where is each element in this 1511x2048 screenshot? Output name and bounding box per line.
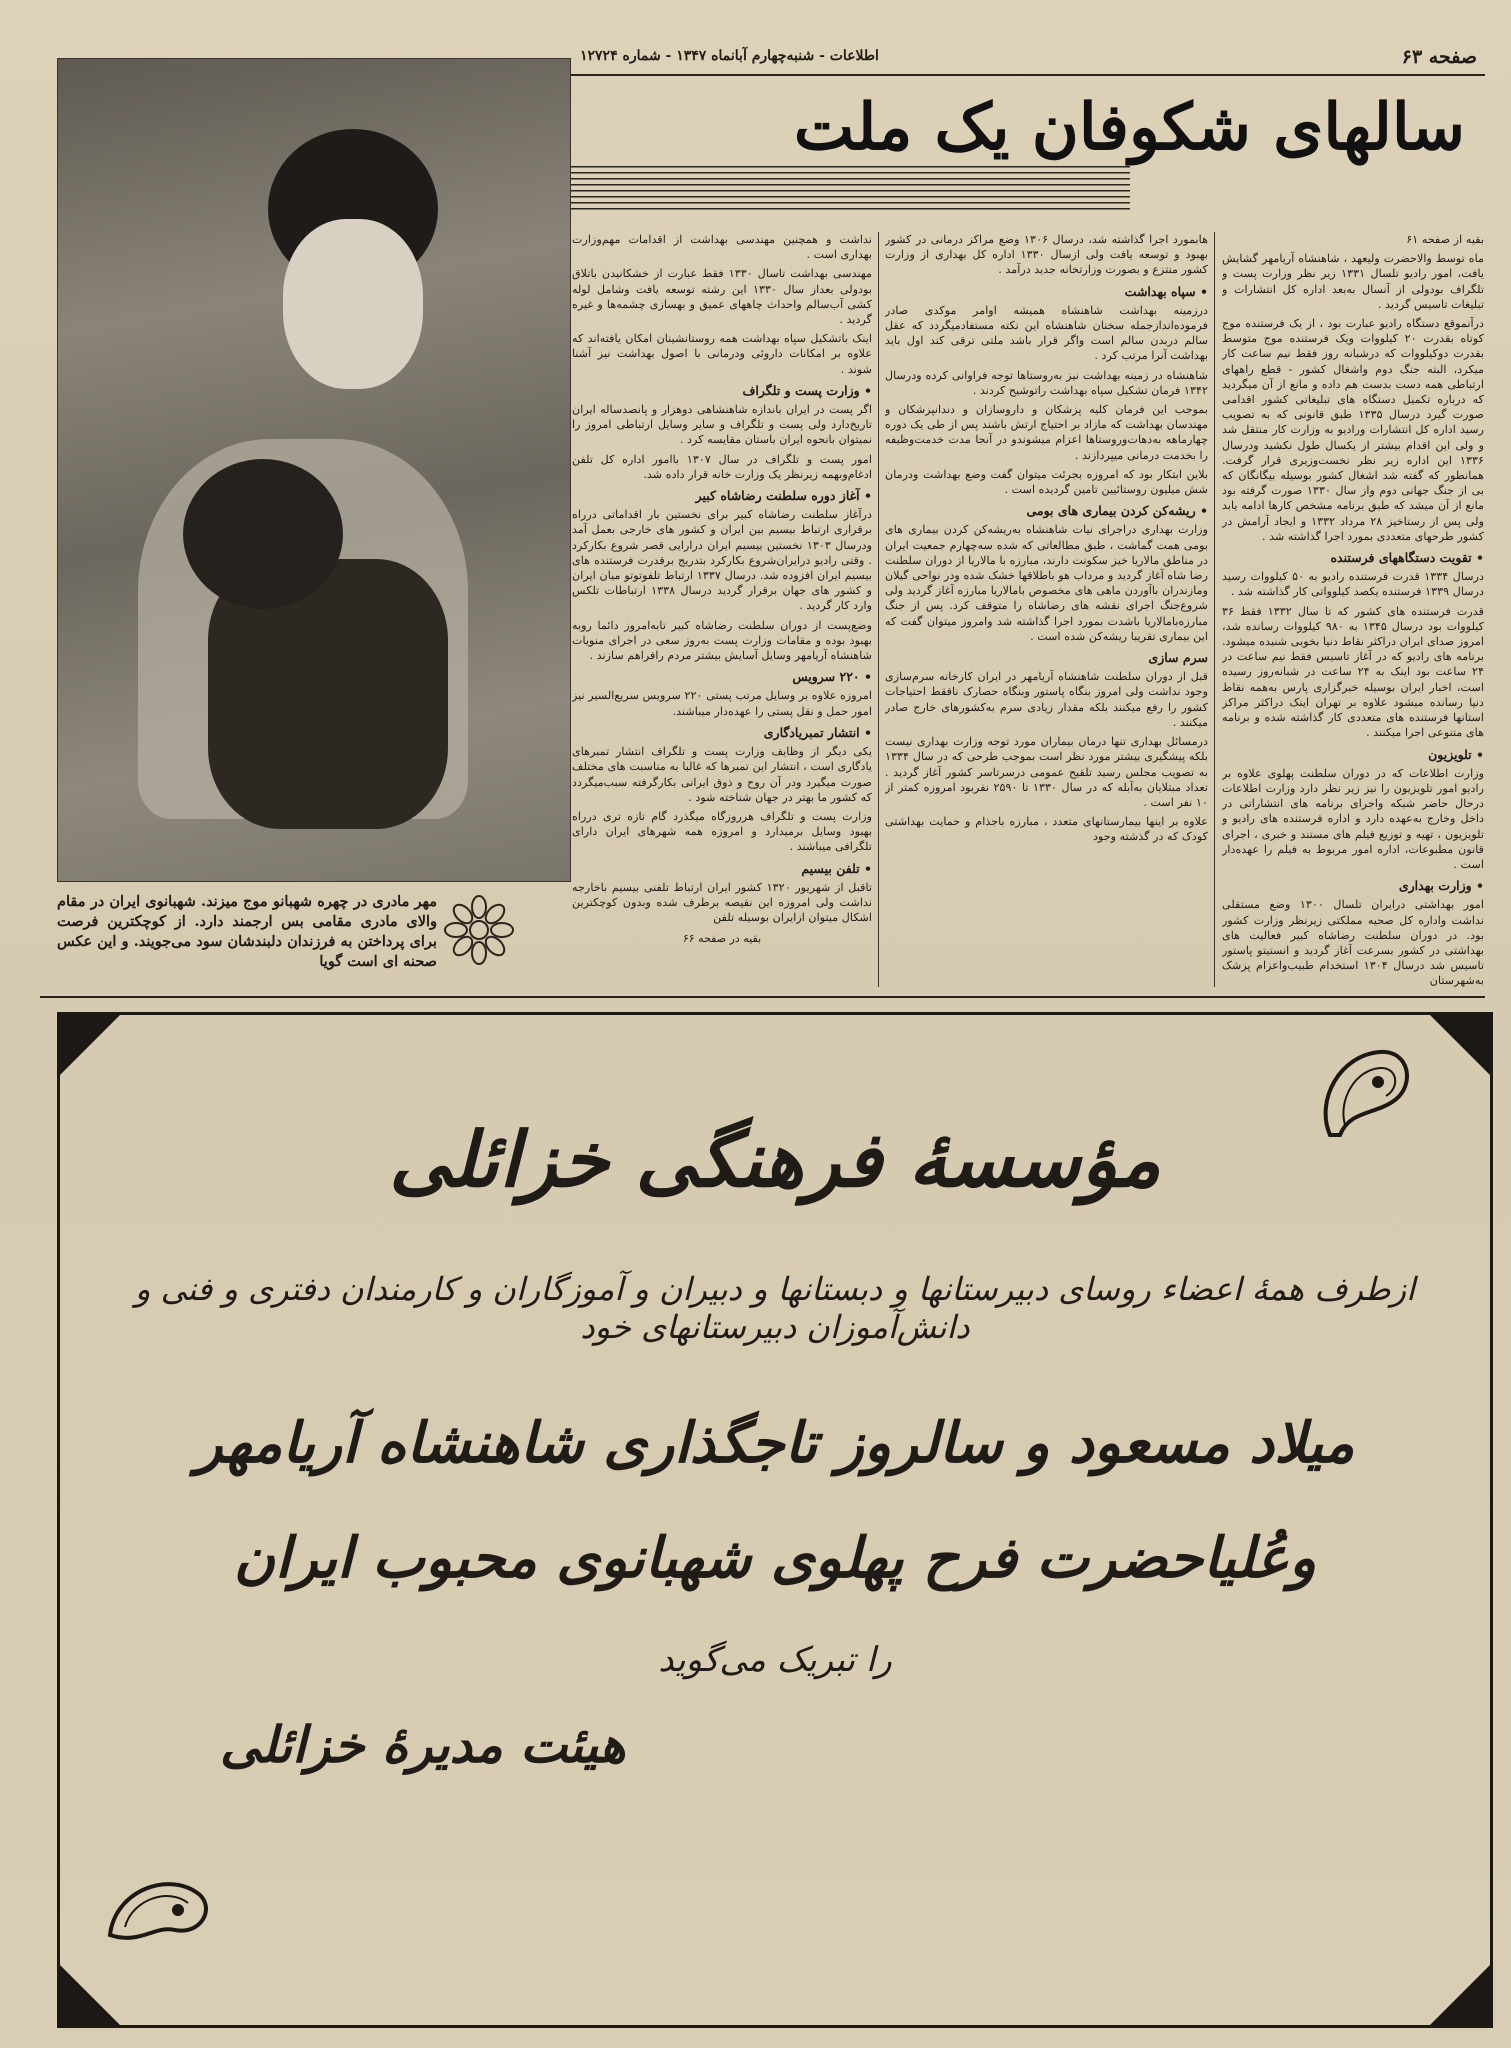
article-paragraph: درآنموقع دستگاه رادیو عبارت بود ، از یک فرستنده موج کوتاه بقدرت ۲۰ کیلووات ویک فرستنده موج متوسط بقدرت دوکیلووات که درشبانه روز فقط نیم ساعت کار میکرد، البته جنگ دوم واشغال کشور - قطع راههای ارتباطی همه دست بدست هم داده و مانع از آن میگردید که درباره تکمیل دستگاه های تبلیغاتی کشور اقدامی صورت گیرد درسال ۱۳۳۵ طبق قانونی که به تصویب رسید اداره کل انتشارات ورادیو به وزارت کار منتقل شد و ولی این اقدام بیشتر از یکسال طول نکشید ودرسال ۱۳۳۶ این اداره زیر نظر نخست‌وزیری قرار گرفت. همانطور که گفته شد اشغال کشور بوسیله بیگانگان که بی از جنگ جهانی دوم واز سال ۱۳۳۰ صورت گرفته بود مانع از آن میشد که طبق برنامه مشخص کارها ادامه یابد ولی پس از رستاخیز ۲۸ مرداد ۱۳۳۲ و ایجاد آرامش در کشور طرحهای متعددی بمورد اجرا گذاشته شد . bbox=[1222, 317, 1484, 543]
article-subhead: • تقویت دستگاههای فرستنده bbox=[1330, 550, 1484, 566]
article-subhead: • ۲۲۰ سرویس bbox=[792, 669, 872, 685]
article-paragraph: درزمینه بهداشت شاهنشاه همیشه اوامر موکدی صادر فرموده‌اندازجمله سخنان شاهنشاه این نکته مستفادمیگردد که عقل سالم دربدن سالم است واگر قرار باشد ملتی ترقی کند اول باید بهداشت آنرا مرتب کرد . bbox=[885, 303, 1208, 363]
article-paragraph: وزارت پست و تلگراف هرروزگاه میگذرد گام تازه تری درراه بهبود وسایل برمیدارد و امروزه همه شهرهای ایران دارای تلگرافی میباشند . bbox=[572, 809, 872, 854]
article-paragraph: بموجب این فرمان کلیه پزشکان و داروسازان و دندانپزشکان و مهندسان بهداشت که مازاد بر احتیاج ارتش باشند پس از طی یک دوره چهارماهه به‌دهات‌وروستاها اعزام میشوندو در آنجا مدت خدمت‌وظیفه را بخدمت درمانی میپردازند . bbox=[885, 403, 1208, 462]
ad-title: مؤسسهٔ فرهنگی خزائلی bbox=[389, 1115, 1161, 1204]
article-paragraph: وزارت بهداری دراجرای نیات شاهنشاه به‌ریشه‌کن کردن بیماری های بومی همت گماشت ، طبق مطالعاتی که شده سه‌چهارم جمعیت ایران در مناطق مالاریا خیز سکونت دارند، مبارزه با مالاریا از دوران سلطنت رضا شاه آغاز گردید و مرداب هو باطلاقها خشک شده ودر نواحی گیلان ومازندران باآوردن ماهی های مخصوص بامالاریا مبارزه آغاز گردید ولی شروع‌جنگ اجرای نقشه های رضاشاه را متوقف کرد. پس از جنگ مبارزه‌بامالاریا باشدت بمورد اجرا گذاشته شد وامروز میتوان گفت که این بیماری تقریبا ریشه‌کن شده است . bbox=[885, 523, 1208, 643]
column-divider bbox=[1214, 232, 1215, 987]
continued-note: بقیه در صفحه ۶۶ bbox=[682, 932, 762, 946]
article-paragraph: درسال ۱۳۳۴ قدرت فرستنده رادیو به ۵۰ کیلووات رسید درسال ۱۳۳۹ فرستنده یکصد کیلوواتی کار گذاشته شد . bbox=[1222, 570, 1484, 599]
ad-line-4: را تبریک می‌گوید bbox=[658, 1640, 892, 1680]
article-paragraph: علاوه بر اینها بیمارستانهای متعدد ، مبارزه باجذام و حمایت بهداشتی کودک که در گذشته وجود bbox=[885, 815, 1208, 844]
article-paragraph: درآغاز سلطنت رضاشاه کبیر برای نخستین بار اقداماتی درراه برقراری ارتباط بیسیم بین ایران و کشور های خارجی بعمل آمد ودرسال ۱۳۰۳ نخستین بیسیم ایران درارایی قصر شروع بکارکرد . وقتی رادیو درایران‌شروع بکارکرد بتدریج برقدرت فرستنده های بیسیم ایران افزوده شد. درسال ۱۳۳۷ ارتباط تلفوتوتو میان ایران و کشور های جهان برقرار گردید درسال ۱۳۳۸ ارتباطات تلکس وارد کار گردید . bbox=[572, 508, 872, 613]
article-paragraph: بلاین ابتکار بود که امروزه بجرئت میتوان گفت وضع بهداشت ودرمان شش میلیون روستائیین تامین گردیده است . bbox=[885, 467, 1208, 497]
article-subhead: • تلفن بیسیم bbox=[801, 860, 872, 876]
flower-ornament-icon bbox=[442, 893, 516, 967]
article-paragraph: درمسائل بهداری تنها درمان بیماران مورد توجه وزارت بهداری نیست بلکه پیشگیری بیشتر مورد نظر است بموجب طرحی که در سال ۱۳۳۴ به تصویب مجلس رسید تلقیح عمومی درسرتاسر کشور آغاز گردید . تعداد مبتلایان به‌آبله که در سال ۱۳۳۰ تا ۲۵۹۰ نفربود امروزه کمتر از ۱۰ نفر است . bbox=[885, 735, 1208, 809]
photo-child-head bbox=[183, 459, 343, 609]
article-subhead: • سپاه بهداشت bbox=[1124, 283, 1208, 299]
article-paragraph: مهندسی بهداشت تاسال ۱۳۳۰ فقط عبارت از خشکانیدن باتلاق بودولی بعداز سال ۱۳۳۰ این رشته توسعه یافت وشامل لوله کشی آب‌سالم واحداث چاههای عمیق و بهسازی چشمه‌ها و غیره گردید . bbox=[572, 267, 872, 327]
corner-ornament-icon bbox=[60, 1965, 120, 2025]
article-paragraph: هابمورد اجرا گذاشته شد، درسال ۱۳۰۶ وضع مراکز درمانی در کشور بهبود و توسعه یافت ولی ازسال ۱۳۳۰ اداره کل بهداری از وزارت کشور منتزع و بصورت وزارتخانه جدید درآمد . bbox=[885, 233, 1208, 277]
article-paragraph: شاهنشاه در زمینه بهداشت نیز به‌روستاها توجه فراوانی کرده ودرسال ۱۳۴۲ فرمان تشکیل سپاه بهداشت راتوشیح کردند . bbox=[885, 368, 1208, 397]
article-paragraph: قبل از دوران سلطنت شاهنشاه آریامهر در ایران کارخانه سرم‌سازی وجود نداشت ولی امروز بنگاه پاستور وبنگاه حصارک نافقط احتیاجات کشور را رفع میکنند بلکه مقدار زیادی سرم به‌کشورهای خارج صادر میکنند . bbox=[885, 670, 1208, 729]
article-subhead: • تلویزیون bbox=[1428, 746, 1484, 762]
article-subhead: • وزارت پست و تلگراف bbox=[742, 382, 872, 398]
photo-figure-face bbox=[283, 219, 423, 389]
column-divider bbox=[878, 232, 879, 987]
headline: سالهای شکوفان یک ملت bbox=[793, 90, 1465, 165]
headline-rules bbox=[570, 166, 1130, 214]
article-paragraph: نداشت و همچنین مهندسی بهداشت از اقدامات مهم‌وزارت بهداری است . bbox=[572, 233, 872, 262]
photo-queen-with-child bbox=[57, 58, 571, 882]
corner-ornament-icon bbox=[1430, 1015, 1490, 1075]
article-paragraph: بقیه از صفحه ۶۱ bbox=[1406, 233, 1484, 246]
ad-line-3: وعُلیاحضرت فرح پهلوی شهبانوی محبوب ایران bbox=[233, 1525, 1317, 1591]
article-paragraph: وزارت اطلاعات که در دوران سلطنت پهلوی علاوه بر رادیو امور تلویزیون را نیز زیر نظر دارد وزارت اطلاعات درحال حاضر شبکه واجرای برنامه های انتشاراتی در داخل وخارج به‌عهده دارد و اداره فرستنده های رادیو و تلویزیون ، تهیه و توزیع فیلم های مستند و خبری ، اجرای قانون مطبوعات، اداره امور مربوط به فیلم را عهده‌دار است . bbox=[1222, 766, 1484, 871]
article-paragraph: اینک باتشکیل سپاه بهداشت همه روستانشینان امکان یافته‌اند که علاوه بر امکانات داروئی ودرمانی با اصول بهداشت نیز آشنا شوند . bbox=[572, 332, 872, 376]
issue-info: اطلاعات - شنبه‌چهارم آبانماه ۱۳۴۷ - شماره ۱۲۷۲۴ bbox=[580, 48, 879, 64]
ad-signature: هیئت مدیرهٔ خزائلی bbox=[220, 1715, 626, 1774]
article-paragraph: امور پست و تلگراف در سال ۱۳۰۷ باامور اداره کل تلفن ادغام‌وبهمه زیرنظر یک وزارت خانه قرار داده شد. bbox=[572, 452, 872, 481]
advertisement bbox=[57, 1012, 1493, 2028]
article-paragraph: امروزه علاوه بر وسایل مرتب پستی ۲۲۰ سرویس سریع‌السیر نیز امور حمل و نقل پستی را عهده‌دار میباشند. bbox=[572, 689, 872, 718]
article-subhead: • وزارت بهداری bbox=[1398, 878, 1484, 894]
article-paragraph: تاقبل از شهریور ۱۳۲۰ کشور ایران ارتباط تلفنی بیسیم باخارجه نداشت ولی امروزه این نقیصه برطرف شده وبدون کوچکترین اشکال میتوان ازایران بوسیله تلفن bbox=[572, 880, 872, 925]
page-number: صفحه ۶۳ bbox=[1401, 46, 1477, 68]
article-subhead: سرم سازی bbox=[1148, 650, 1208, 666]
article-paragraph: یکی دیگر از وظایف وزارت پست و تلگراف انتشار تمبرهای یادگاری است ، انتشار این تمبرها که غالبا به مناسبت های مختلف صورت میگیرد ودر آن روح و ذوق ایرانی بکارگرفته سبب‌میگردد که کشور ما بهتر در جهان شناخته شود . bbox=[572, 745, 872, 804]
section-divider bbox=[40, 996, 1485, 998]
article-column-2 bbox=[885, 232, 1208, 987]
ad-line-2: میلاد مسعود و سالروز تاجگذاری شاهنشاه آریامهر bbox=[195, 1410, 1355, 1476]
article-column-1 bbox=[1222, 232, 1484, 987]
article-paragraph: ماه توسط والاحضرت ولیعهد ، شاهنشاه آریامهر گشایش یافت، امور رادیو تلسال ۱۳۳۱ زیر نظر وزارت پست و تلگراف بودولی از آنسال به‌بعد اداره کل انتشارات و تبلیغات تاسیس گردید . bbox=[1222, 252, 1484, 311]
page-header bbox=[570, 40, 1485, 76]
article-column-3 bbox=[572, 232, 872, 987]
article-subhead: • ریشه‌کن کردن بیماری های بومی bbox=[1026, 503, 1208, 519]
article-subhead: • انتشار تمبریادگاری bbox=[763, 724, 872, 740]
article-subhead: • آغاز دوره سلطنت رضاشاه کبیر bbox=[695, 488, 872, 504]
headline-block bbox=[570, 82, 1485, 182]
corner-ornament-icon bbox=[60, 1015, 120, 1075]
corner-ornament-icon bbox=[1430, 1965, 1490, 2025]
paisley-ornament-icon bbox=[100, 1865, 220, 1965]
article-paragraph: قدرت فرستنده های کشور که تا سال ۱۳۳۲ فقط ۳۶ کیلووات بود درسال ۱۳۴۵ به ۹۸۰ کیلووات رسانده شد، امروز صدای ایران دراکثر نقاط دنیا بخوبی شنیده میشود. برنامه های رادیو که در آغاز تاسیس فقط نیم ساعت در ۲۴ ساعت بود اینک به ۲۴ ساعت در شبانه‌روز رسیده است، اخبار ایران بوسیله خبرگزاری پارس به‌همه نقاط دنیا رسانده میشود علاوه بر تهران اینک دراکثر مراکز استانها فرستنده های متعددی کار گذاشته شده و برنامه های متنوعی اجرا میکنند . bbox=[1222, 604, 1484, 740]
article-paragraph: اگر پست در ایران باندازه شاهنشاهی دوهزار و پانصدساله ایران تاریخ‌دارد ولی پست و تلگراف و سایر وسایل ارتباطی امروز را نمیتوان بانحوه ایران باستان مقایسه کرد . bbox=[572, 403, 872, 447]
article-paragraph: امور بهداشتی درایران تلسال ۱۳۰۰ وضع مستقلی نداشت واداره کل صحیه مملکتی زیرنظر وزارت کشور بود. در دوران سلطنت رضاشاه کبیر فعالیت های بهداشتی در کشور بسرعت آغاز گردید و انستیتو پاستور تاسیس شد درسال ۱۳۰۴ استخدام طبیب‌واعزام پزشک به‌شهرستان bbox=[1222, 898, 1484, 987]
photo-caption: مهر مادری در چهره شهبانو موج میزند. شهبانوی ایران در مقام والای مادری مقامی بس ارجمند دارد. از کوچکترین فرصت برای پرداختن به فرزندان دلبندشان سود می‌جویند. و این عکس صحنه ای است گویا bbox=[57, 893, 437, 970]
ad-line-1: ازطرف همهٔ اعضاء روسای دبیرستانها و دبستانها و دبیران و آموزگاران و کارمندان دفتری و فنی و دانش‌آموزان دبیرستانهای خود bbox=[135, 1270, 1415, 1346]
article-paragraph: وضع‌پست از دوران سلطنت رضاشاه کبیر تابه‌امروز دائما روبه بهبود بوده و مقامات وزارت پست به‌روز سعی در اجرای منویات شاهنشاه آریامهر وسایل آسایش بیشتر مردم رافراهم سازند . bbox=[572, 618, 872, 663]
